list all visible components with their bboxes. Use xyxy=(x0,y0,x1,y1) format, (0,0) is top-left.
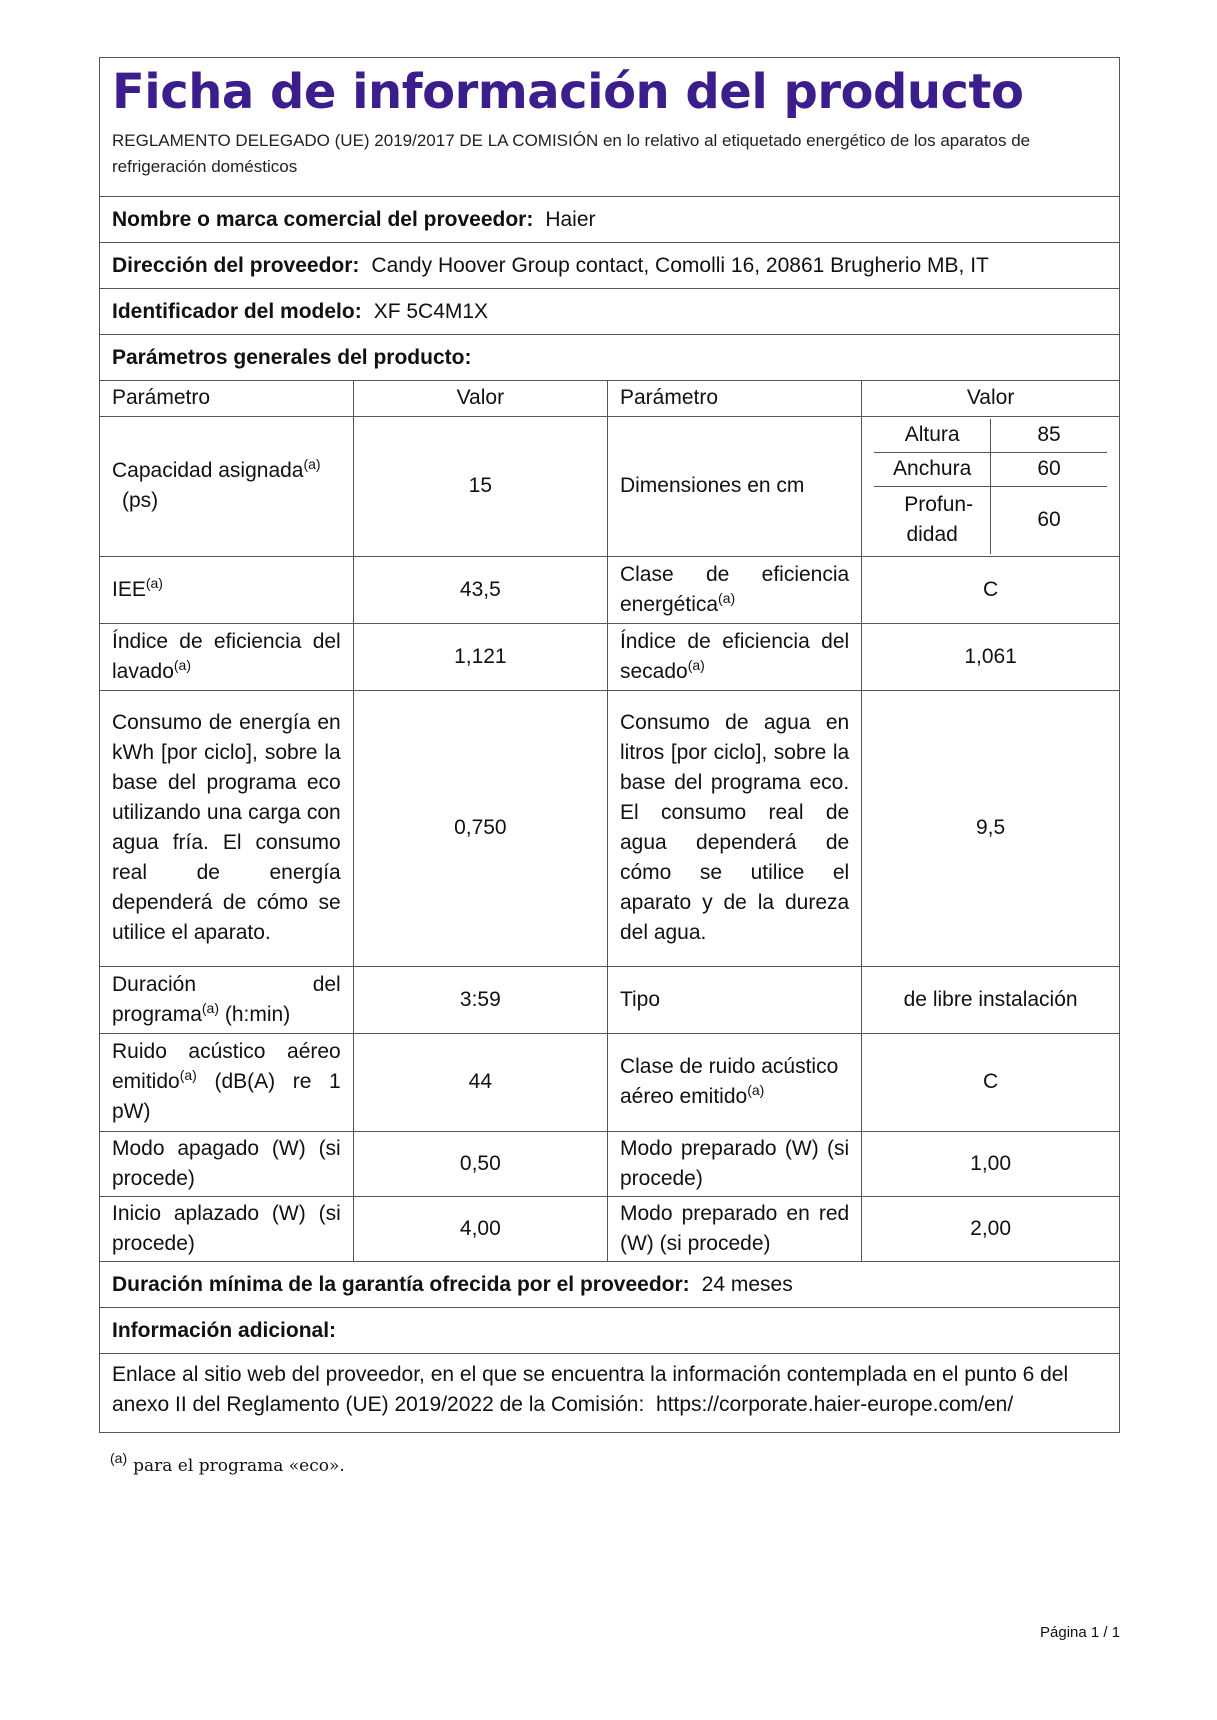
off-mode-value: 0,50 xyxy=(353,1131,607,1196)
supplier-row xyxy=(100,197,1119,243)
noise-label: Ruido acústico aéreo emitido$^{(a)}$ (dB(A) re 1 pW) xyxy=(100,1033,353,1131)
washing-index-label: Índice de eficiencia del lavado$^{(a)}$ xyxy=(100,623,353,690)
header-value-2: Valor xyxy=(862,381,1119,416)
energy-class-label: Clase de eficiencia energética$^{(a)}$ xyxy=(607,556,861,623)
address-value: Candy Hoover Group contact, Comolli 16, 20861 Brugherio MB, IT xyxy=(371,254,989,277)
supplier-label: Nombre o marca comercial del proveedor: xyxy=(112,208,534,231)
water-consumption-value: 9,5 xyxy=(862,690,1119,966)
table-row xyxy=(100,623,1119,690)
table-row xyxy=(100,416,1119,556)
type-value: de libre instalación xyxy=(862,966,1119,1033)
model-label: Identificador del modelo: xyxy=(112,300,362,323)
noise-class-label: Clase de ruido acústico aéreo emitido$^{(a)}$ xyxy=(607,1033,861,1131)
table-row xyxy=(100,1196,1119,1261)
table-row xyxy=(100,1033,1119,1131)
params-table xyxy=(100,381,1119,1261)
energy-consumption-value: 0,750 xyxy=(353,690,607,966)
supplier-website-link[interactable]: https://corporate.haier-europe.com/en/ xyxy=(655,1393,1014,1416)
supplier-value: Haier xyxy=(545,208,596,231)
general-params-row xyxy=(100,335,1119,381)
supplier-link-row xyxy=(100,1354,1119,1432)
width-label: Anchura xyxy=(874,452,990,486)
product-information-sheet xyxy=(99,57,1120,1433)
networked-standby-label: Modo preparado en red (W) (si procede) xyxy=(607,1196,861,1261)
type-label: Tipo xyxy=(607,966,861,1033)
height-value: 85 xyxy=(991,419,1107,453)
capacity-label: Capacidad asignada$^{(a)}$ (ps) xyxy=(100,416,353,556)
table-row xyxy=(100,690,1119,966)
regulation-text: REGLAMENTO DELEGADO (UE) 2019/2017 DE LA COMISIÓN en lo relativo al etiquetado energético de los aparatos de refrigeración domésticos xyxy=(112,131,1031,176)
footnote-mark: (a) xyxy=(110,1450,128,1466)
table-header-row xyxy=(100,381,1119,416)
table-row xyxy=(100,1131,1119,1196)
duration-label: Duración del programa$^{(a)}$ (h:min) xyxy=(100,966,353,1033)
height-label: Altura xyxy=(874,419,990,453)
document-title: Ficha de información del producto xyxy=(112,64,1024,120)
depth-value: 60 xyxy=(991,487,1107,554)
energy-class-value: C xyxy=(862,556,1119,623)
additional-info-row xyxy=(100,1308,1119,1354)
warranty-value: 24 meses xyxy=(701,1273,793,1296)
additional-info-label: Información adicional: xyxy=(112,1319,337,1342)
header-param-1: Parámetro xyxy=(100,381,353,416)
delay-start-value: 4,00 xyxy=(353,1196,607,1261)
drying-index-value: 1,061 xyxy=(862,623,1119,690)
dimensions-subtable xyxy=(874,419,1107,554)
link-description: Enlace al sitio web del proveedor, en el que se encuentra la información contemplada en el punto 6 del anexo II del Reglamento (UE) 2019/2022 de la Comisión: xyxy=(112,1363,1069,1416)
iee-label: IEE$^{(a)}$ xyxy=(100,556,353,623)
water-consumption-label: Consumo de agua en litros [por ciclo], sobre la base del programa eco. El consumo real de agua dependerá de cómo se utilice el aparato y de la dureza del agua. xyxy=(607,690,861,966)
warranty-label: Duración mínima de la garantía ofrecida por el proveedor: xyxy=(112,1273,690,1296)
duration-value: 3:59 xyxy=(353,966,607,1033)
width-value: 60 xyxy=(991,452,1107,486)
general-params-label: Parámetros generales del producto: xyxy=(112,346,472,369)
standby-label: Modo preparado (W) (si procede) xyxy=(607,1131,861,1196)
model-value: XF 5C4M1X xyxy=(373,300,489,323)
footnote-text: para el programa «eco». xyxy=(133,1456,345,1476)
noise-value: 44 xyxy=(353,1033,607,1131)
params-table-row xyxy=(100,381,1119,1262)
table-row xyxy=(100,556,1119,623)
table-row xyxy=(100,966,1119,1033)
capacity-value: 15 xyxy=(353,416,607,556)
networked-standby-value: 2,00 xyxy=(862,1196,1119,1261)
address-label: Dirección del proveedor: xyxy=(112,254,360,277)
depth-label: Profun-didad xyxy=(874,487,990,554)
delay-start-label: Inicio aplazado (W) (si procede) xyxy=(100,1196,353,1261)
standby-value: 1,00 xyxy=(862,1131,1119,1196)
page-number: Página 1 / 1 xyxy=(1040,1624,1121,1641)
address-row xyxy=(100,243,1119,289)
header-value-1: Valor xyxy=(353,381,607,416)
iee-value: 43,5 xyxy=(353,556,607,623)
warranty-row xyxy=(100,1262,1119,1308)
title-section xyxy=(100,58,1119,197)
model-row xyxy=(100,289,1119,335)
noise-class-value: C xyxy=(862,1033,1119,1131)
dimensions-label: Dimensiones en cm xyxy=(607,416,861,556)
energy-consumption-label: Consumo de energía en kWh [por ciclo], sobre la base del programa eco utilizando una carga con agua fría. El consumo real de energía dependerá de cómo se utilice el aparato. xyxy=(100,690,353,966)
drying-index-label: Índice de eficiencia del secado$^{(a)}$ xyxy=(607,623,861,690)
off-mode-label: Modo apagado (W) (si procede) xyxy=(100,1131,353,1196)
washing-index-value: 1,121 xyxy=(353,623,607,690)
dimensions-values xyxy=(862,416,1119,556)
footnote xyxy=(110,1450,345,1476)
header-param-2: Parámetro xyxy=(607,381,861,416)
